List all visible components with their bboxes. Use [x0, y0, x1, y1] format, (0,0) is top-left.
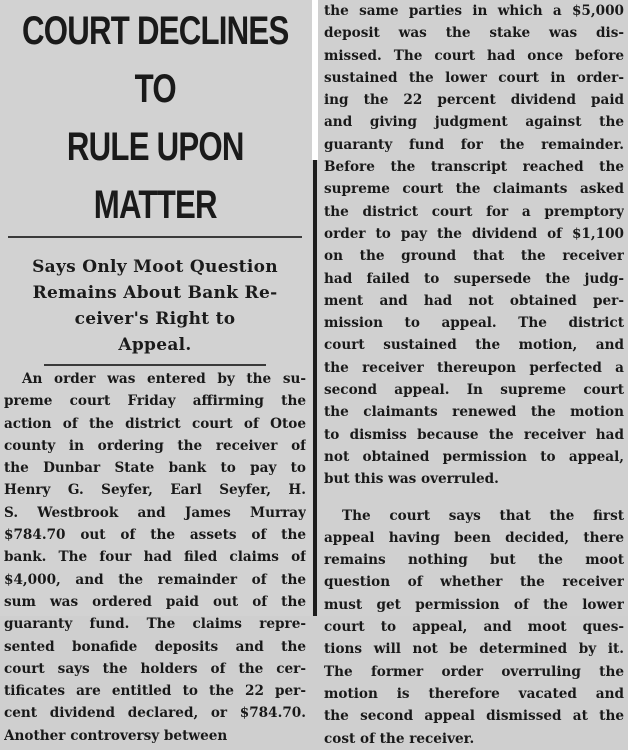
text-line: the same parties in which a $5,000 [324, 3, 624, 19]
text-line: had failed to supersede the judg- [324, 270, 624, 287]
text-line: tificates are entitled to the 22 per- [4, 683, 306, 700]
subheadline-deck [10, 254, 300, 358]
text-line: The former order overruling the [324, 663, 624, 680]
text-line: county in ordering the receiver of [4, 437, 306, 454]
deck-line-2: Remains About Bank Re- [32, 283, 278, 303]
article-body-left [4, 368, 306, 747]
text-line: remains nothing but the moot [324, 552, 624, 569]
text-line: on the ground that the receiver [324, 248, 624, 265]
deck-line-1: Says Only Moot Question [32, 257, 278, 277]
text-line: cent dividend declared, or $784.70. [4, 705, 306, 722]
text-line: to dismiss because the receiver had [324, 426, 624, 443]
text-line: second appeal. In supreme court [324, 382, 624, 399]
deck-line-4: Appeal. [118, 335, 192, 355]
text-line: the claimants renewed the motion [324, 404, 624, 421]
text-line: ment and had not obtained per- [324, 292, 624, 309]
text-line: missed. The court had once before [324, 47, 624, 64]
text-line: Before the transcript reached the [324, 159, 624, 176]
text-line: preme court Friday affirming the [4, 393, 306, 410]
text-line: order to pay the dividend of $1,100 [324, 225, 624, 242]
text-line: question of whether the receiver [324, 574, 624, 591]
text-line: mission to appeal. The district [324, 315, 624, 332]
text-line: tions will not be determined by it. [324, 641, 624, 658]
article-body-right-paragraph-2 [324, 505, 624, 750]
deck-line-3: ceiver's Right to [74, 309, 236, 329]
article-body-right-paragraph-1 [324, 0, 624, 491]
text-line: guaranty fund for the remainder. [324, 136, 624, 153]
text-line: sustained the lower court in order- [324, 69, 624, 86]
text-line: An order was entered by the su- [22, 371, 306, 387]
text-line: cost of the receiver. [324, 730, 475, 747]
text-line: court says the holders of the cer- [4, 660, 306, 677]
text-line: sum was ordered paid out of the [4, 593, 306, 610]
text-line: but this was overruled. [324, 471, 499, 488]
text-line: action of the district court of Otoe [4, 415, 306, 432]
headline-line-2: RULE UPON MATTER [66, 125, 244, 227]
text-line: guaranty fund. The claims repre- [4, 616, 306, 633]
text-line: not obtained permission to appeal, [324, 448, 624, 465]
text-line: S. Westbrook and James Murray [4, 504, 306, 521]
text-line: ing the 22 percent dividend paid [324, 92, 624, 109]
headline-line-1: COURT DECLINES TO [21, 9, 289, 111]
text-line: Henry G. Seyfer, Earl Seyfer, H. [4, 482, 306, 499]
text-line: and giving judgment against the [324, 114, 624, 131]
text-line: $784.70 out of the assets of the [4, 527, 306, 544]
text-line: $4,000, and the remainder of the [4, 571, 306, 588]
deck-rule [44, 364, 266, 366]
headline [4, 0, 306, 234]
text-line: court sustained the motion, and [324, 337, 624, 354]
text-line: The court says that the first [342, 507, 624, 524]
text-line: the second appeal dismissed at the [324, 708, 624, 725]
text-line: the Dunbar State bank to pay to [4, 460, 306, 477]
paragraph-gap [324, 491, 624, 505]
text-line: supreme court the claimants asked [324, 181, 624, 198]
text-line: deposit was the stake was dis- [324, 25, 624, 42]
text-line: motion is therefore vacated and [324, 685, 624, 702]
text-line: sented bonafide deposits and the [4, 638, 306, 655]
text-line: the district court for a premptory [324, 203, 624, 220]
right-column [318, 0, 628, 747]
text-line: court to appeal, and moot ques- [324, 619, 624, 636]
text-line: appeal having been decided, there [324, 529, 624, 546]
text-line: bank. The four had filed claims of [4, 549, 306, 566]
column-rule [313, 160, 317, 616]
text-line: Another controversy between [4, 727, 228, 744]
left-column [0, 0, 312, 744]
text-line: the receiver thereupon perfected a [324, 359, 624, 376]
text-line: must get permission of the lower [324, 596, 624, 613]
